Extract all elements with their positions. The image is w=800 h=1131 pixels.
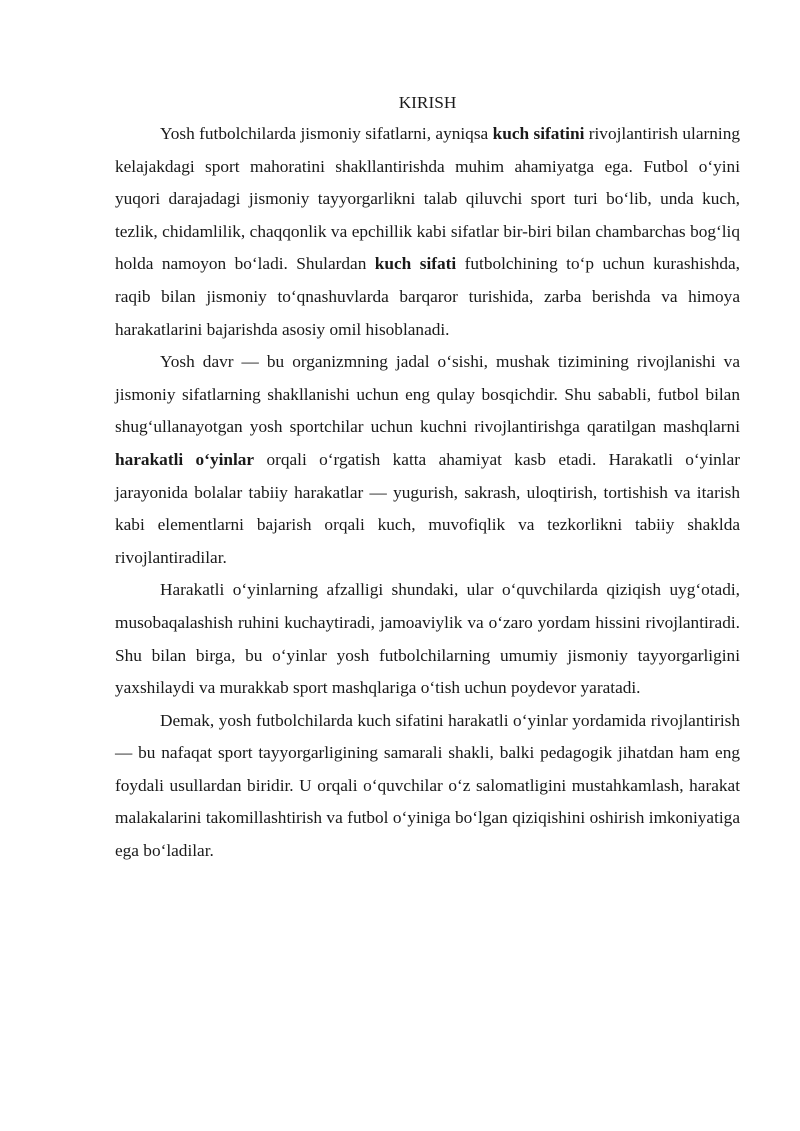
paragraph-text: Yosh davr — bu organizmning jadal o‘sishi, mushak tizimining rivojlanishi va jismoniy sifatlarning shakllanishi uchun eng qulay bosqichdir. Shu sababli, futbol bilan shug‘ullanayotgan yosh sportchilar uchun kuchni rivojlantirishga qaratilgan mashqlarni (115, 352, 740, 437)
paragraph-4 (115, 705, 740, 868)
paragraph-3 (115, 574, 740, 704)
bold-term-kuch-sifati: kuch sifati (374, 254, 457, 274)
paragraph-text: Harakatli o‘yinlarning afzalligi shundaki, ular o‘quvchilarda qiziqish uyg‘otadi, musobaqalashish ruhini kuchaytiradi, jamoaviylik va o‘zaro yordam hissini rivojlantiradi. Shu bilan birga, bu o‘yinlar yosh futbolchilarning umumiy jismoniy tayyorgarligini yaxshilaydi va murakkab sport mashqlariga o‘tish uchun poydevor yaratadi. (115, 580, 740, 698)
paragraph-text: Demak, yosh futbolchilarda kuch sifatini harakatli o‘yinlar yordamida rivojlantirish — bu nafaqat sport tayyorgarligining samarali shakli, balki pedagogik jihatdan ham eng foydali usullardan biridir. U orqali o‘quvchilar o‘z salomatligini mustahkamlash, harakat malakalarini takomillashtirish va futbol o‘yiniga bo‘lgan qiziqishini oshirish imkoniyatiga ega bo‘ladilar. (115, 710, 740, 861)
paragraph-text: rivojlantirish ularning kelajakdagi sport mahoratini shakllantirishda muhim ahamiyatga ega. Futbol o‘yini yuqori darajadagi jismoniy tayyorgarlikni talab qiluvchi sport turi bo‘lib, unda kuch, tezlik, chidamlilik, chaqqonlik va epchillik kabi sifatlar bir-biri bilan chambarchas bog‘liq holda namoyon bo‘ladi. Shulardan (115, 124, 740, 274)
paragraph-text: Yosh futbolchilarda jismoniy sifatlarni, ayniqsa (160, 124, 493, 143)
document-title: KIRISH (398, 93, 457, 112)
paragraph-2 (115, 346, 740, 574)
bold-term-harakatli-oyinlar: harakatli o‘yinlar (115, 449, 255, 469)
bold-term-kuch-sifatini: kuch sifatini (492, 124, 585, 143)
document-page (115, 88, 740, 868)
paragraph-text: futbolchining to‘p uchun kurashishda, raqib bilan jismoniy to‘qnashuvlarda barqaror turishida, zarba berishda va himoya harakatlarini bajarishda asosiy omil hisoblanadi. (115, 254, 740, 339)
paragraph-text: orqali o‘rgatish katta ahamiyat kasb etadi. Harakatli o‘yinlar jarayonida bolalar tabiiy harakatlar — yugurish, sakrash, uloqtirish, tortishish va itarish kabi elementlarni bajarish orqali kuch, muvofiqlik va tezkorlikni tabiiy shaklda rivojlantiradilar. (115, 449, 740, 567)
paragraph-1 (115, 118, 740, 346)
